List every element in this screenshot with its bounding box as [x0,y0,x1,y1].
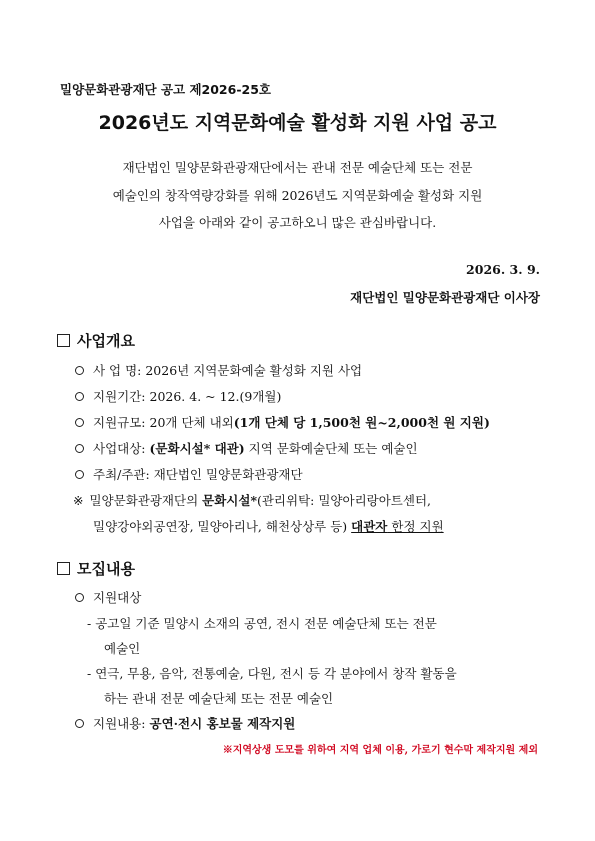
reference-mark-icon: ※ [73,493,84,508]
recruit-sub-2: - 연극, 무용, 음악, 전통예술, 다원, 전시 등 각 분야에서 창작 활동을 [87,666,457,681]
section-heading-label: 모집내용 [77,560,135,578]
section-heading-overview [57,330,135,351]
note-text-post: (관리위탁: 밀양아리랑아트센터, [256,493,431,508]
note-text: 밀양강야외공연장, 밀양아리나, 해천상상루 등) [93,519,352,534]
circle-bullet-icon [75,418,84,427]
intro-line-1: 재단법인 밀양문화관광재단에서는 관내 전문 예술단체 또는 전문 [122,160,473,175]
recruit-item-text: 지원내용: [93,716,150,731]
recruit-sub-1-cont: 예술인 [104,641,141,656]
recruit-item-emphasis: 공연·전시 홍보물 제작지원 [149,716,296,731]
circle-bullet-icon [75,444,84,453]
note-text-underline: 한정 지원 [387,519,444,534]
intro-line-3: 사업을 아래와 같이 공고하오니 많은 관심바랍니다. [158,215,437,230]
circle-bullet-icon [75,593,84,602]
note-emphasis-underline: 대관자 [351,519,388,534]
overview-item-text: 사 업 명: 2026년 지역문화예술 활성화 지원 사업 [93,363,363,378]
section-heading-recruitment [57,558,135,579]
overview-item-period [75,387,281,405]
overview-note-line-2 [93,517,444,535]
overview-item-text: 주최/주관: 재단법인 밀양문화관광재단 [93,467,303,482]
notice-number: 밀양문화관광재단 공고 제2026-25호 [60,82,271,97]
recruit-sub-1: - 공고일 기준 밀양시 소재의 공연, 전시 전문 예술단체 또는 전문 [87,616,437,631]
document-title: 2026년도 지역문화예술 활성화 지원 사업 공고 [98,112,497,134]
note-text: 밀양문화관광재단의 [89,493,203,508]
section-box-icon [57,334,70,347]
overview-item-text: 지원규모: 20개 단체 내외 [93,415,234,430]
circle-bullet-icon [75,470,84,479]
overview-note [73,491,431,509]
red-notice: ※지역상생 도모를 위하여 지역 업체 이용, 가로기 현수막 제작지원 제외 [222,745,538,756]
issuer-name: 재단법인 밀양문화관광재단 이사장 [350,290,540,305]
intro-line-2: 예술인의 창작역량강화를 위해 2026년도 지역문화예술 활성화 지원 [112,188,483,203]
overview-item-target [75,439,418,457]
notice-date: 2026. 3. 9. [466,262,540,277]
overview-item-text: 사업대상: [93,441,150,456]
section-box-icon [57,562,70,575]
overview-item-emphasis: (문화시설* 대관) [149,441,245,456]
recruit-item-content [75,714,295,732]
overview-item-scale [75,413,490,431]
circle-bullet-icon [75,366,84,375]
overview-item-text: 지원기간: 2026. 4. ~ 12.(9개월) [93,389,282,404]
note-emphasis: 문화시설* [202,493,257,508]
overview-item-name [75,361,362,379]
recruit-sub-2-cont: 하는 관내 전문 예술단체 또는 전문 예술인 [104,691,334,706]
circle-bullet-icon [75,719,84,728]
overview-item-text-post: 지역 문화예술단체 또는 예술인 [244,441,418,456]
section-heading-label: 사업개요 [77,332,135,350]
recruit-item-target [75,588,141,606]
circle-bullet-icon [75,392,84,401]
overview-item-host [75,465,303,483]
recruit-item-text: 지원대상 [93,590,142,605]
overview-item-emphasis: (1개 단체 당 1,500천 원~2,000천 원 지원) [233,415,490,430]
